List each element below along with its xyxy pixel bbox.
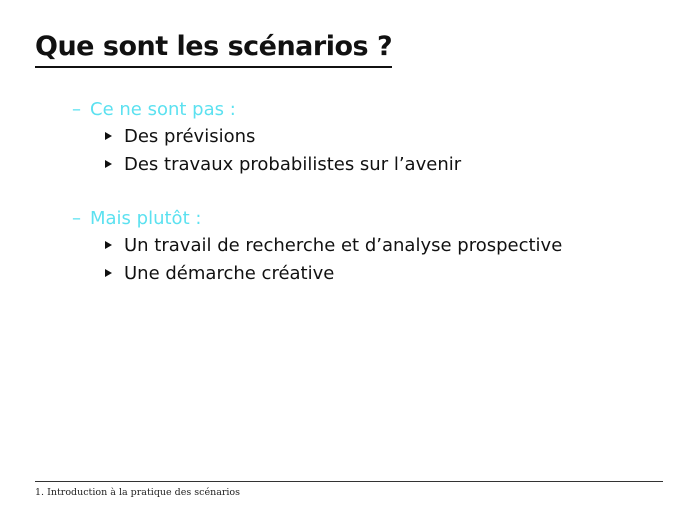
bullet-list — [72, 231, 672, 287]
section-mais-plutot — [72, 205, 672, 287]
bullet-list — [72, 122, 672, 178]
triangle-bullet-icon — [105, 241, 112, 249]
list-item — [72, 122, 672, 150]
list-item — [72, 150, 672, 178]
dash-marker: – — [72, 98, 81, 120]
footer-caption: 1. Introduction à la pratique des scénarios — [35, 487, 241, 498]
dash-marker: – — [72, 207, 81, 229]
list-item-text: Des travaux probabilistes sur l’avenir — [124, 153, 462, 175]
section-heading — [72, 96, 672, 122]
triangle-bullet-icon — [105, 269, 112, 277]
footer-divider — [35, 481, 663, 482]
slide-title: Que sont les scénarios ? — [35, 28, 392, 68]
list-item-text: Une démarche créative — [124, 262, 335, 284]
list-item — [72, 259, 672, 287]
section-heading-label: Mais plutôt : — [90, 207, 202, 229]
section-ce-ne-sont-pas — [72, 96, 672, 178]
list-item — [72, 231, 672, 259]
list-item-text: Des prévisions — [124, 125, 256, 147]
triangle-bullet-icon — [105, 160, 112, 168]
section-heading-label: Ce ne sont pas : — [90, 98, 236, 120]
list-item-text: Un travail de recherche et d’analyse prospective — [124, 234, 563, 256]
section-heading — [72, 205, 672, 231]
triangle-bullet-icon — [105, 132, 112, 140]
